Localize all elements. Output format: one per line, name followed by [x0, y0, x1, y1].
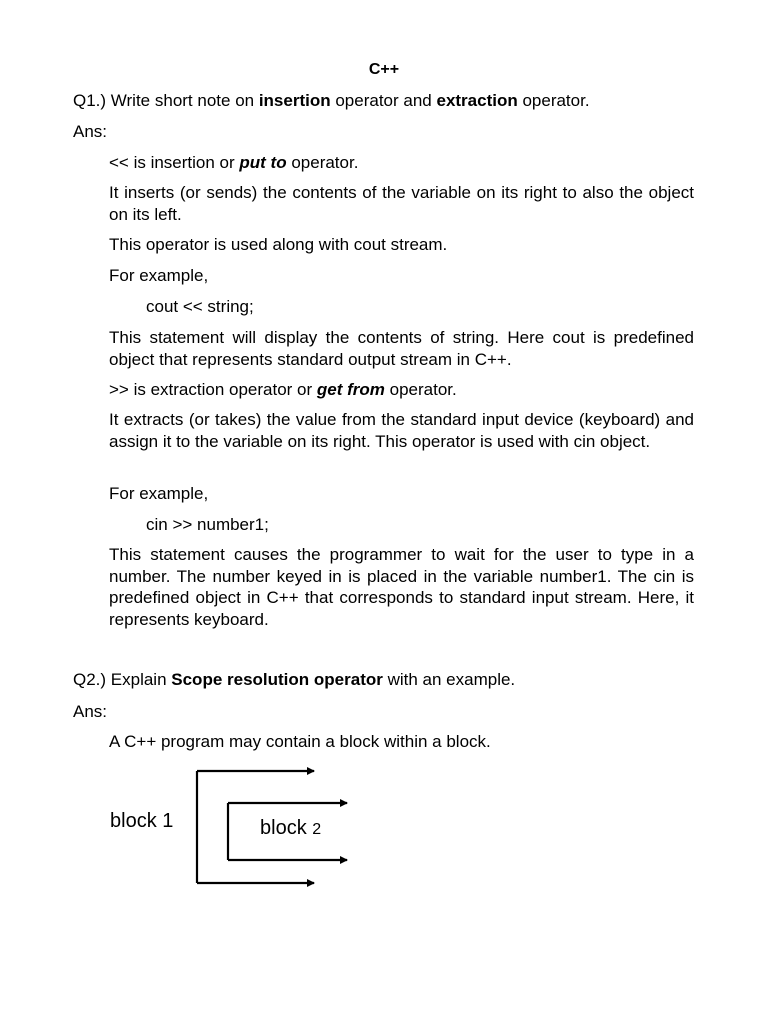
question-2-prefix: Q2.) Explain [73, 670, 172, 689]
question-1-prefix: Q1.) Write short note on [73, 91, 259, 110]
question-1-insertion-term: insertion [258, 91, 331, 110]
extraction-suffix: operator. [384, 380, 457, 399]
inner-block-label [260, 817, 321, 840]
insertion-suffix: operator. [286, 153, 359, 172]
inner-block-label-number: 2 [312, 821, 322, 838]
outer-block-label: block 1 [110, 810, 174, 832]
extraction-get-from-term: get from [316, 380, 385, 399]
insertion-prefix: << is insertion or [109, 153, 240, 172]
block-intro: A C++ program may contain a block within a block. [109, 732, 491, 751]
inner-block-label-word: block [260, 817, 313, 839]
insertion-usage: This operator is used along with cout stream. [109, 235, 448, 254]
example-label-2: For example, [109, 484, 209, 503]
code-example-cout: cout << string; [146, 297, 254, 316]
question-2-scope-term: Scope resolution operator [171, 670, 383, 689]
answer-2-label: Ans: [73, 702, 108, 721]
answer-1-label: Ans: [73, 122, 108, 141]
code-example-cin: cin >> number1; [146, 515, 269, 534]
insertion-description: It inserts (or sends) the contents of the variable on its right to also the object on its left. [109, 183, 694, 224]
question-1-extraction-term: extraction [436, 91, 518, 110]
example-label-1: For example, [109, 266, 209, 285]
question-2-suffix: with an example. [382, 670, 516, 689]
question-1-suffix: operator. [517, 91, 590, 110]
extraction-prefix: >> is extraction operator or [109, 380, 317, 399]
question-1-mid: operator and [330, 91, 437, 110]
insertion-explanation: This statement will display the contents of string. Here cout is predefined object that represents standard output stream in C++. [109, 328, 694, 369]
extraction-description: It extracts (or takes) the value from the standard input device (keyboard) and assign it to the variable on its right. This operator is used with cin object. [109, 410, 694, 451]
extraction-explanation: This statement causes the programmer to wait for the user to type in a number. The number keyed in is placed in the variable number1. The cin is predefined object in C++ that corresponds to standard input stream. Here, it represents keyboard. [109, 545, 694, 629]
page-title: C++ [368, 61, 400, 78]
insertion-put-to-term: put to [239, 153, 287, 172]
